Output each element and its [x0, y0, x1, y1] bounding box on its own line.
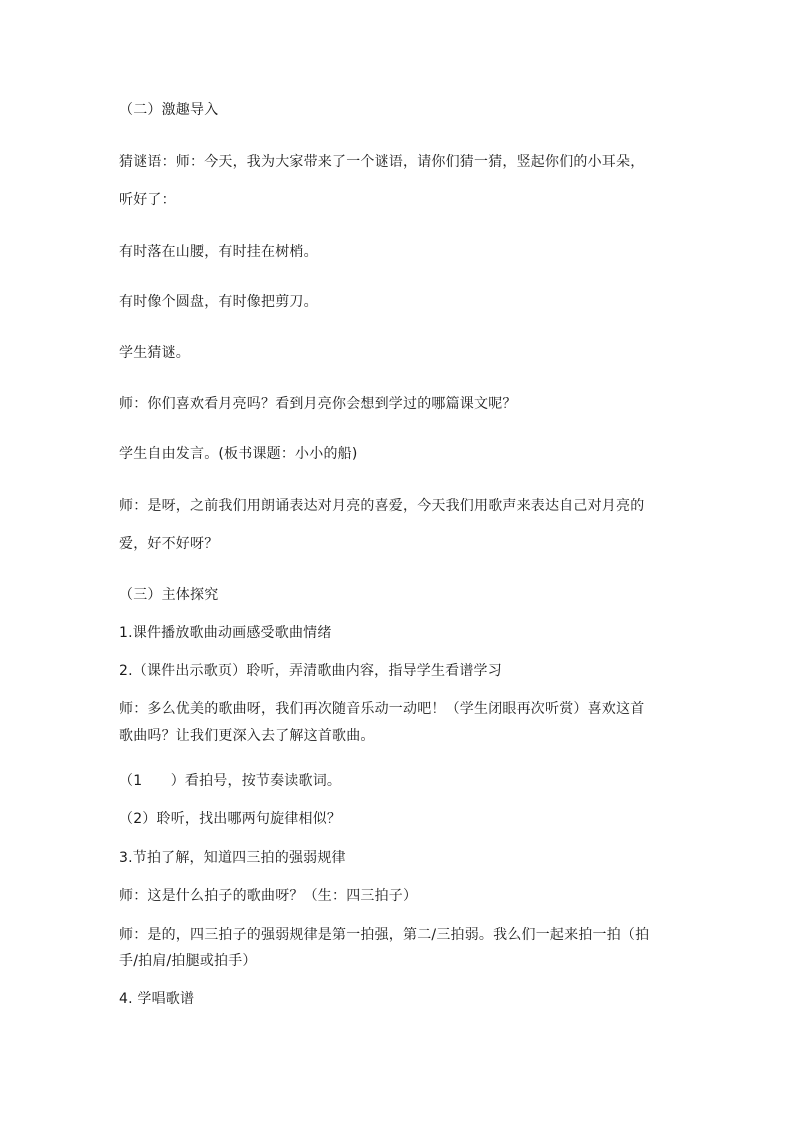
paragraph-line: 猜谜语：师：今天，我为大家带来了一个谜语，请你们猜一猜，竖起你们的小耳朵，	[119, 154, 645, 170]
paragraph-line: 歌曲吗？让我们更深入去了解这首歌曲。	[119, 728, 375, 744]
list-item-2: 2.（课件出示歌页）聆听，弄清歌曲内容，指导学生看谱学习	[119, 663, 502, 679]
paragraph-line: 师：是呀，之前我们用朗诵表达对月亮的喜爱，今天我们用歌声来表达自己对月亮的	[119, 498, 645, 514]
sub-item-2: （2）聆听，找出哪两句旋律相似？	[119, 811, 342, 827]
paragraph-line: 学生自由发言。(板书课题：小小的船)	[119, 446, 358, 462]
paragraph-line: 学生猜谜。	[119, 345, 190, 361]
paragraph-line: 师：多么优美的歌曲呀，我们再次随音乐动一动吧！（学生闭眼再次听赏）喜欢这首	[119, 701, 645, 717]
list-item-1: 1.课件播放歌曲动画感受歌曲情绪	[119, 625, 332, 641]
paragraph-line: 听好了：	[119, 192, 176, 208]
paragraph-line: 爱，好不好呀？	[119, 536, 219, 552]
section-heading-2: （二）激趣导入	[119, 102, 219, 118]
list-item-4: 4. 学唱歌谱	[119, 991, 195, 1007]
riddle-line-2: 有时像个圆盘，有时像把剪刀。	[119, 294, 318, 310]
sub-item-1: （1 ）看拍号，按节奏读歌词。	[119, 773, 342, 789]
riddle-line-1: 有时落在山腰，有时挂在树梢。	[119, 244, 318, 260]
paragraph-line: 师：这是什么拍子的歌曲呀？（生：四三拍子）	[119, 888, 418, 904]
paragraph-line: 师：你们喜欢看月亮吗？看到月亮你会想到学过的哪篇课文呢？	[119, 396, 517, 412]
paragraph-line: 师：是的，四三拍子的强弱规律是第一拍强，第二/三拍弱。我么们一起来拍一拍（拍	[119, 927, 650, 943]
list-item-3: 3.节拍了解，知道四三拍的强弱规律	[119, 850, 346, 866]
section-heading-3: （三）主体探究	[119, 587, 219, 603]
paragraph-line: 手/拍肩/拍腿或拍手）	[119, 953, 257, 969]
